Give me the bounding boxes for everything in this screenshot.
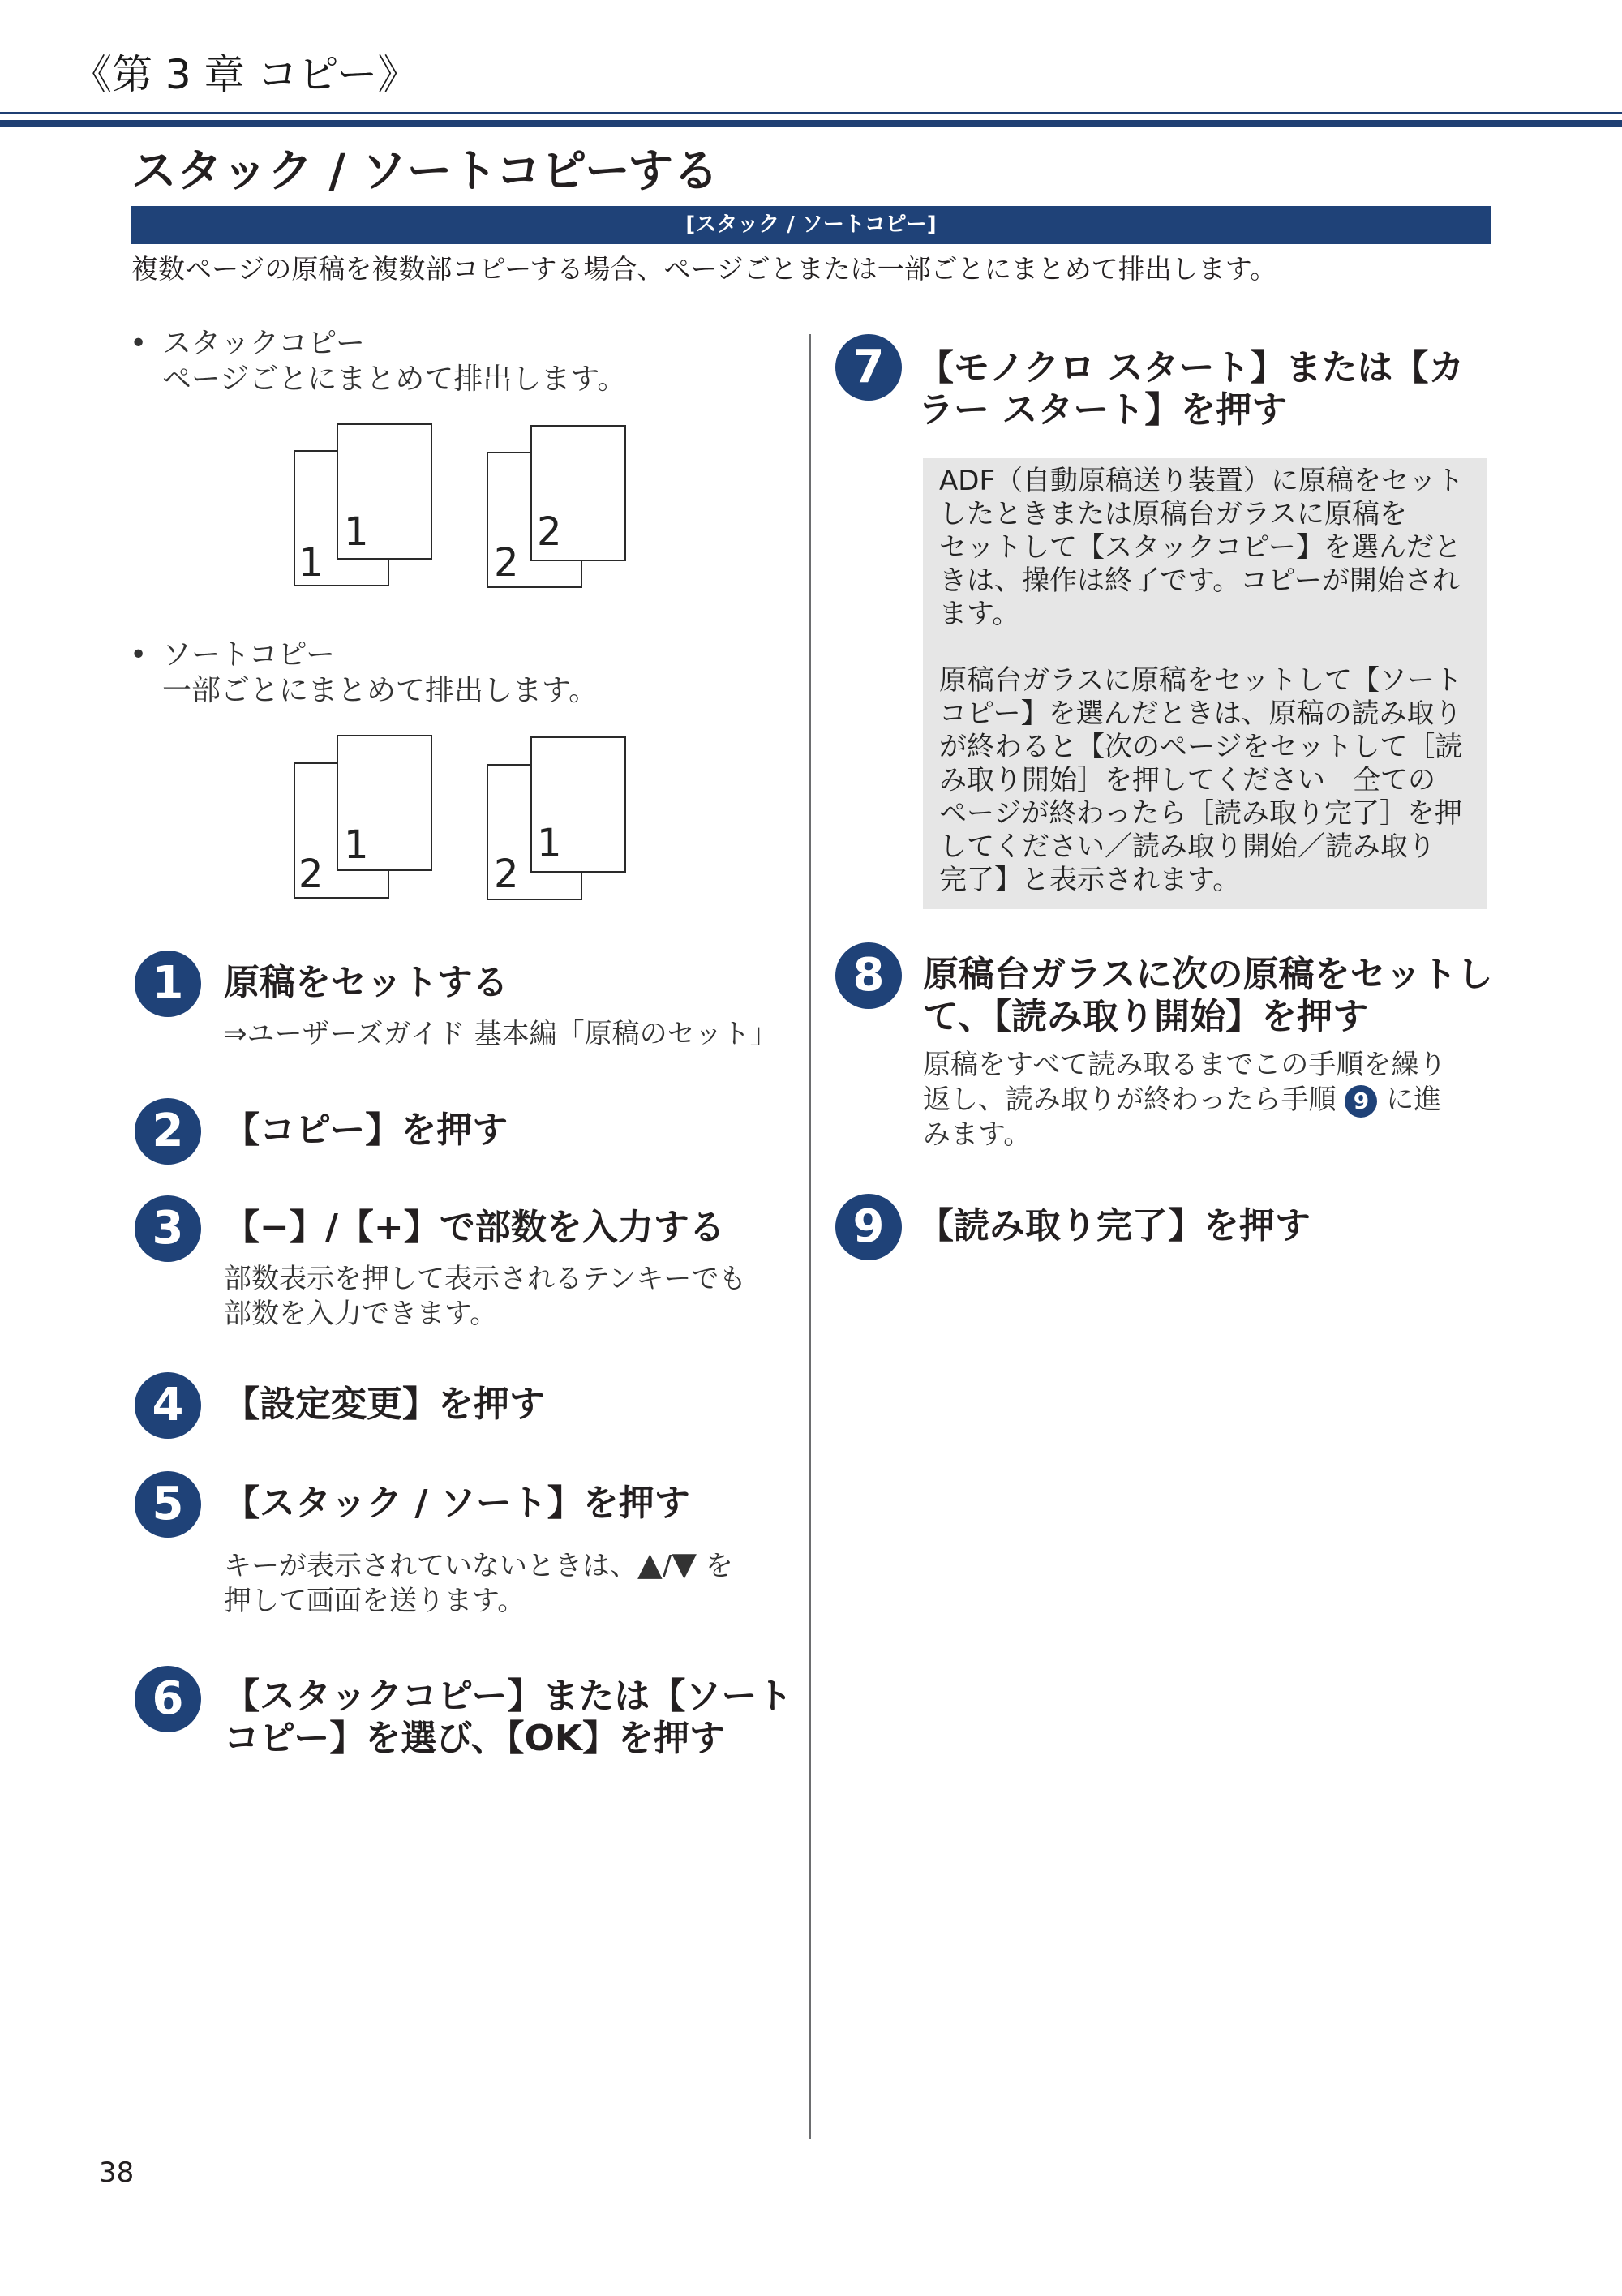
bullet-dot: • bbox=[130, 638, 148, 672]
arrow-down-icon: ▼ bbox=[672, 1546, 697, 1583]
step-6-title-line: 【スタックコピー】または【ソート bbox=[224, 1676, 793, 1717]
note-line: セットして【スタックコピー】を選んだと bbox=[939, 531, 1461, 564]
step-6-title bbox=[224, 1676, 792, 1760]
page-number-back: 2 bbox=[494, 540, 519, 586]
step-1-badge: 1 bbox=[135, 951, 201, 1017]
step-4-title: 【設定変更】を押す bbox=[224, 1384, 545, 1425]
page-number-back: 2 bbox=[298, 852, 324, 897]
bullet-desc: 一部ごとにまとめて排出します。 bbox=[162, 674, 599, 707]
note-line: 完了】と表示されます。 bbox=[939, 864, 1241, 896]
step-7-title bbox=[918, 347, 1465, 431]
note-line: コピー】を選んだときは、原稿の読み取り bbox=[939, 697, 1462, 730]
bullet-stack-copy bbox=[130, 326, 626, 397]
step-7-badge: 7 bbox=[835, 334, 902, 401]
step-ref-badge: 9 bbox=[1345, 1085, 1377, 1118]
step-7-title-line: ラー スタート】を押す bbox=[918, 389, 1288, 431]
note-line: してください／読み取り開始／読み取り bbox=[939, 830, 1435, 863]
note-line: ます。 bbox=[939, 598, 1020, 630]
header-rule-thick bbox=[0, 120, 1622, 127]
step-5-body bbox=[224, 1547, 733, 1619]
note-line: ページが終わったら［読み取り完了］を押 bbox=[939, 797, 1462, 830]
section-intro: 複数ページの原稿を複数部コピーする場合、ページごとまたは一部ごとにまとめて排出します。 bbox=[131, 253, 1277, 285]
step-6-badge: 6 bbox=[135, 1666, 201, 1732]
step-8-title-line: て、【読み取り開始】を押す bbox=[923, 996, 1369, 1037]
step-8-body-line: 返し、読み取りが終わったら手順 bbox=[923, 1084, 1337, 1116]
step-5-body-text: 押して画面を送ります。 bbox=[224, 1585, 526, 1617]
step-3-body bbox=[224, 1262, 746, 1332]
step-8-body bbox=[923, 1048, 1446, 1152]
step-3-body-line: 部数表示を押して表示されるテンキーでも bbox=[224, 1263, 747, 1295]
note-line: 原稿台ガラスに原稿をセットして【ソート bbox=[939, 664, 1462, 697]
note-line: したときまたは原稿台ガラスに原稿を bbox=[939, 498, 1407, 530]
note-box bbox=[923, 458, 1487, 909]
page-number-front: 1 bbox=[344, 509, 369, 555]
bullet-title: スタックコピー bbox=[162, 327, 365, 360]
page-number-front: 1 bbox=[344, 822, 369, 868]
page-number-back: 2 bbox=[494, 852, 519, 897]
step-4-badge: 4 bbox=[135, 1372, 201, 1439]
step-9-badge: 9 bbox=[835, 1194, 902, 1260]
step-3-title: 【−】/【+】で部数を入力する bbox=[224, 1207, 725, 1248]
page-number: 38 bbox=[99, 2157, 135, 2189]
step-8-badge: 8 bbox=[835, 942, 902, 1009]
step-2-title: 【コピー】を押す bbox=[224, 1109, 508, 1151]
step-1-title: 原稿をセットする bbox=[224, 962, 508, 1003]
note-line: み取り開始］を押してください 全ての bbox=[939, 764, 1435, 796]
step-8-title bbox=[923, 954, 1493, 1038]
column-divider bbox=[809, 334, 811, 2139]
bullet-dot: • bbox=[130, 327, 148, 360]
step-3-badge: 3 bbox=[135, 1195, 201, 1262]
step-5-body-suffix: を bbox=[705, 1550, 733, 1582]
step-5-badge: 5 bbox=[135, 1471, 201, 1538]
note-line: きは、操作は終了です。コピーが開始され bbox=[939, 564, 1460, 597]
bullet-desc: ページごとにまとめて排出します。 bbox=[162, 363, 627, 396]
step-1-body: ⇒ユーザーズガイド 基本編「原稿のセット」 bbox=[224, 1018, 778, 1050]
step-2-badge: 2 bbox=[135, 1098, 201, 1165]
step-9-title: 【読み取り完了】を押す bbox=[918, 1205, 1311, 1247]
section-bar-label: [スタック / ソートコピー] bbox=[685, 212, 937, 237]
step-8-body-line: みます。 bbox=[923, 1118, 1032, 1151]
bullet-title: ソートコピー bbox=[162, 638, 336, 672]
page-number-front: 2 bbox=[537, 509, 562, 555]
note-line: が終わると【次のページをセットして［読 bbox=[939, 731, 1463, 763]
section-title: スタック / ソートコピーする bbox=[131, 145, 719, 198]
page-number-back: 1 bbox=[298, 540, 324, 586]
page-number-front: 1 bbox=[537, 821, 562, 866]
step-8-title-line: 原稿台ガラスに次の原稿をセットし bbox=[923, 954, 1493, 995]
section-bar bbox=[131, 206, 1491, 244]
arrow-up-icon: ▲ bbox=[637, 1546, 663, 1583]
step-8-body-line: に進 bbox=[1386, 1084, 1442, 1116]
note-line: ADF（自動原稿送り装置）に原稿をセット bbox=[939, 465, 1464, 497]
chapter-heading: 《第 3 章 コピー》 bbox=[71, 51, 418, 98]
bullet-sort-copy bbox=[130, 637, 598, 709]
step-5-body-text: キーが表示されていないときは、 bbox=[224, 1550, 637, 1582]
header-rule-thin bbox=[0, 112, 1622, 114]
step-7-title-line: 【モノクロ スタート】または【カ bbox=[918, 347, 1465, 388]
step-3-body-line: 部数を入力できます。 bbox=[224, 1298, 498, 1330]
step-5-title: 【スタック / ソート】を押す bbox=[224, 1483, 690, 1524]
step-8-body-line: 原稿をすべて読み取るまでこの手順を繰り bbox=[923, 1049, 1447, 1081]
step-6-title-line: コピー】を選び、【OK】を押す bbox=[224, 1718, 725, 1759]
arrow-separator: / bbox=[662, 1550, 672, 1582]
